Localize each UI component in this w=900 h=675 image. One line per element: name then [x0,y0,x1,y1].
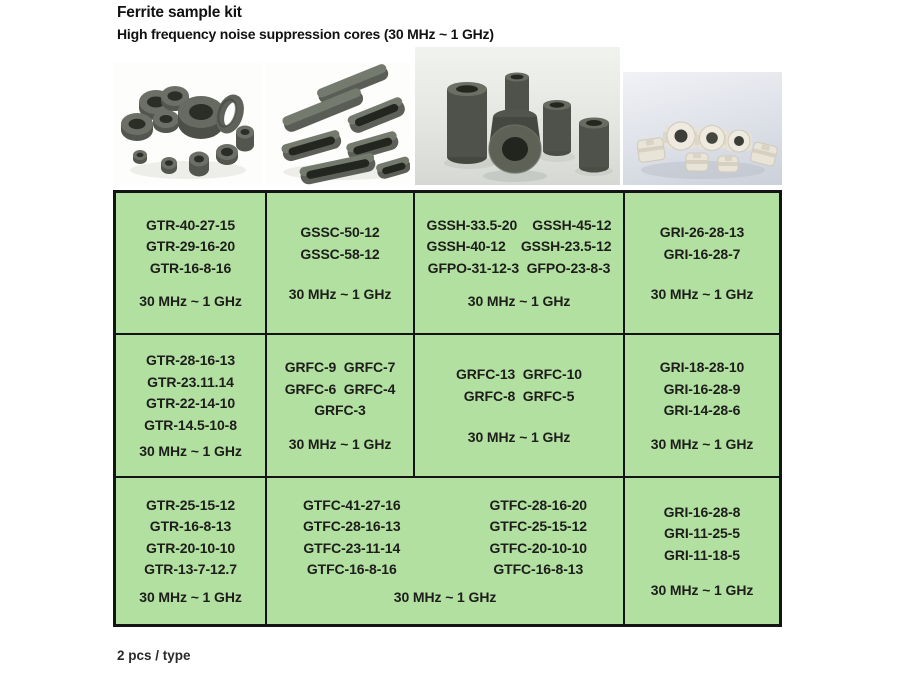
part-number: GRI-18-28-10 [659,359,745,376]
part-number: GRFC-3 [314,402,366,419]
part-number: GRI-11-25-5 [664,525,740,542]
part-number: GRI-14-28-6 [663,402,741,419]
part-number: GTFC-25-15-12 [489,518,587,535]
part-number: GSSH-40-12 GSSH-23.5-12 [426,238,612,255]
part-number: GRFC-13 GRFC-10 [456,366,582,383]
part-number: GRI-26-28-13 [659,224,745,240]
part-number: GRI-16-28-9 [663,380,741,397]
part-number: GRFC-8 GRFC-5 [463,387,575,404]
part-number: GTR-29-16-20 [145,238,236,255]
flat-cable-cores-photo [265,62,410,185]
part-number: GTFC-20-10-10 [489,539,587,556]
part-number: GTR-25-15-12 [145,496,236,513]
frequency-range: 30 MHz ~ 1 GHz [288,286,392,302]
part-number-list [269,495,621,581]
table-cell-gtr-row3 [116,478,265,624]
part-number: GTFC-16-8-16 [306,561,397,578]
gtfc-right-column [489,495,587,581]
pieces-per-type-note: 2 pcs / type [117,648,191,663]
part-number: GSSC-58-12 [300,245,380,262]
part-number: GTFC-28-16-13 [303,518,401,535]
ring-cores-illustration [113,62,262,185]
page-title: Ferrite sample kit [117,4,242,21]
part-number: GRI-16-28-7 [663,245,741,262]
clamp-cores-illustration [623,72,782,185]
table-cell-gtr-row1 [116,193,265,333]
part-number: GTR-13-7-12.7 [144,561,237,578]
frequency-range: 30 MHz ~ 1 GHz [467,293,571,310]
part-number: GTR-22-14-10 [145,395,236,411]
part-number: GTFC-16-8-13 [493,561,584,578]
part-number-list [664,502,741,567]
frequency-range: 30 MHz ~ 1 GHz [650,286,754,302]
part-number: GRI-11-18-5 [664,546,740,563]
part-number: GRI-16-28-8 [663,503,741,520]
clamp-on-cores-photo [623,72,782,185]
cylindrical-cores-photo [415,47,620,185]
table-cell-gtr-row2 [116,335,265,476]
gtfc-left-column [303,495,401,581]
part-number: GTR-16-8-16 [149,259,232,276]
table-cell-gri-row3 [625,478,779,624]
part-number: GSSH-33.5-20 GSSH-45-12 [426,216,612,233]
part-number: GFPO-31-12-3 GFPO-23-8-3 [427,259,611,276]
frequency-range: 30 MHz ~ 1 GHz [650,435,754,452]
part-number: GRFC-9 GRFC-7 [284,359,396,376]
frequency-range: 30 MHz ~ 1 GHz [139,293,242,310]
part-number-list [456,364,582,407]
part-number-list [300,222,379,265]
table-cell-grfc-right [415,335,623,476]
part-number-list [144,350,237,436]
table-cell-gri-row1 [625,193,779,333]
part-number: GTR-23.11.14 [147,373,234,390]
frequency-range: 30 MHz ~ 1 GHz [650,582,754,599]
part-number-list [427,215,612,280]
table-cell-grfc-left [267,335,413,476]
flat-cores-illustration [265,62,410,185]
part-number: GTR-20-10-10 [145,539,236,556]
toroid-ring-cores-photo [113,62,262,185]
part-number-list [285,357,396,422]
frequency-range: 30 MHz ~ 1 GHz [393,589,497,606]
frequency-range: 30 MHz ~ 1 GHz [139,589,242,606]
cylinder-cores-illustration [415,47,620,185]
page-subtitle: High frequency noise suppression cores (30 MHz ~ 1 GHz) [117,26,494,42]
table-cell-gssh-gfpo [415,193,623,333]
part-number: GRFC-6 GRFC-4 [284,380,396,397]
part-number: GTR-16-8-13 [149,518,232,535]
frequency-range: 30 MHz ~ 1 GHz [467,428,571,445]
frequency-range: 30 MHz ~ 1 GHz [288,435,392,452]
part-number: GTR-28-16-13 [145,352,236,368]
part-number: GSSC-50-12 [300,224,380,240]
table-cell-gssc [267,193,413,333]
table-cell-gri-row2 [625,335,779,476]
part-number: GTFC-41-27-16 [303,496,401,513]
table-cell-gtfc-merged [267,478,623,624]
frequency-range: 30 MHz ~ 1 GHz [139,443,242,459]
part-number: GTR-40-27-15 [145,216,236,233]
part-number: GTR-14.5-10-8 [144,416,237,433]
part-number-list [146,215,235,280]
part-number-list [660,222,744,265]
part-number: GTFC-28-16-20 [489,496,587,513]
part-number: GTFC-23-11-14 [303,539,401,556]
part-number-list [660,357,744,422]
part-number-table [113,190,782,627]
part-number-list [144,495,237,581]
